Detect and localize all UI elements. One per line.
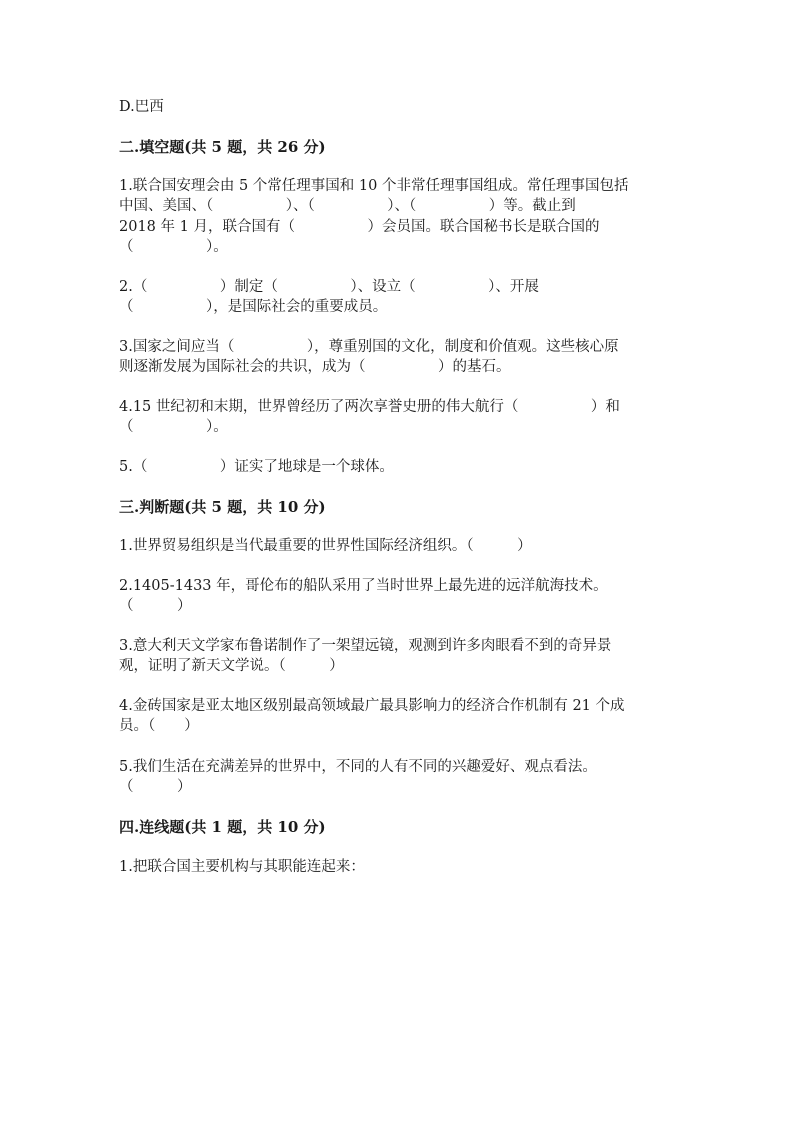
s3-q4-line-2: 员。（ ） [119,718,199,734]
s2-q1-line-2: 中国、美国、（ ）、（ ）、（ ）等。截止到 [119,198,576,214]
section-4-heading: 四.连线题(共 1 题，共 10 分) [119,818,326,836]
s3-q3-line-2: 观，证明了新天文学说。（ ） [119,658,344,674]
s2-q4-line-2: （ ）。 [119,419,228,435]
s3-q1-line-1: 1.世界贸易组织是当代最重要的世界性国际经济组织。（ ） [119,538,532,554]
s3-q2-line-2: （ ） [119,598,192,614]
section-2-heading: 二.填空题(共 5 题，共 26 分) [119,138,326,156]
s3-q5-line-2: （ ） [119,779,192,795]
s3-q5-line-1: 5.我们生活在充满差异的世界中，不同的人有不同的兴趣爱好、观点看法。 [119,759,597,775]
s4-q1-line-1: 1.把联合国主要机构与其职能连起来： [119,859,365,875]
s2-q3-line-1: 3.国家之间应当（ ），尊重别国的文化，制度和价值观。这些核心原 [119,339,619,355]
s2-q2-line-2: （ ），是国际社会的重要成员。 [119,299,388,315]
s3-q3-line-1: 3.意大利天文学家布鲁诺制作了一架望远镜，观测到许多肉眼看不到的奇异景 [119,638,612,654]
s2-q1-line-1: 1.联合国安理会由 5 个常任理事国和 10 个非常任理事国组成。常任理事国包括 [119,178,629,194]
s2-q4-line-1: 4.15 世纪初和末期，世界曾经历了两次享誉史册的伟大航行（ ）和 [119,399,620,415]
s2-q1-line-4: （ ）。 [119,239,228,255]
s3-q2-line-1: 2.1405-1433 年，哥伦布的船队采用了当时世界上最先进的远洋航海技术。 [119,578,608,594]
section-3-heading: 三.判断题(共 5 题，共 10 分) [119,498,326,516]
s2-q1-line-3: 2018 年 1 月，联合国有（ ）会员国。联合国秘书长是联合国的 [119,219,600,235]
s3-q4-line-1: 4.金砖国家是亚太地区级别最高领域最广最具影响力的经济合作机制有 21 个成 [119,698,625,714]
s2-q3-line-2: 则逐渐发展为国际社会的共识，成为（ ）的基石。 [119,359,511,375]
s2-q2-line-1: 2.（ ）制定（ ）、设立（ ）、开展 [119,279,539,295]
option-d: D.巴西 [119,99,164,115]
s2-q5-line-1: 5.（ ）证实了地球是一个球体。 [119,459,394,475]
